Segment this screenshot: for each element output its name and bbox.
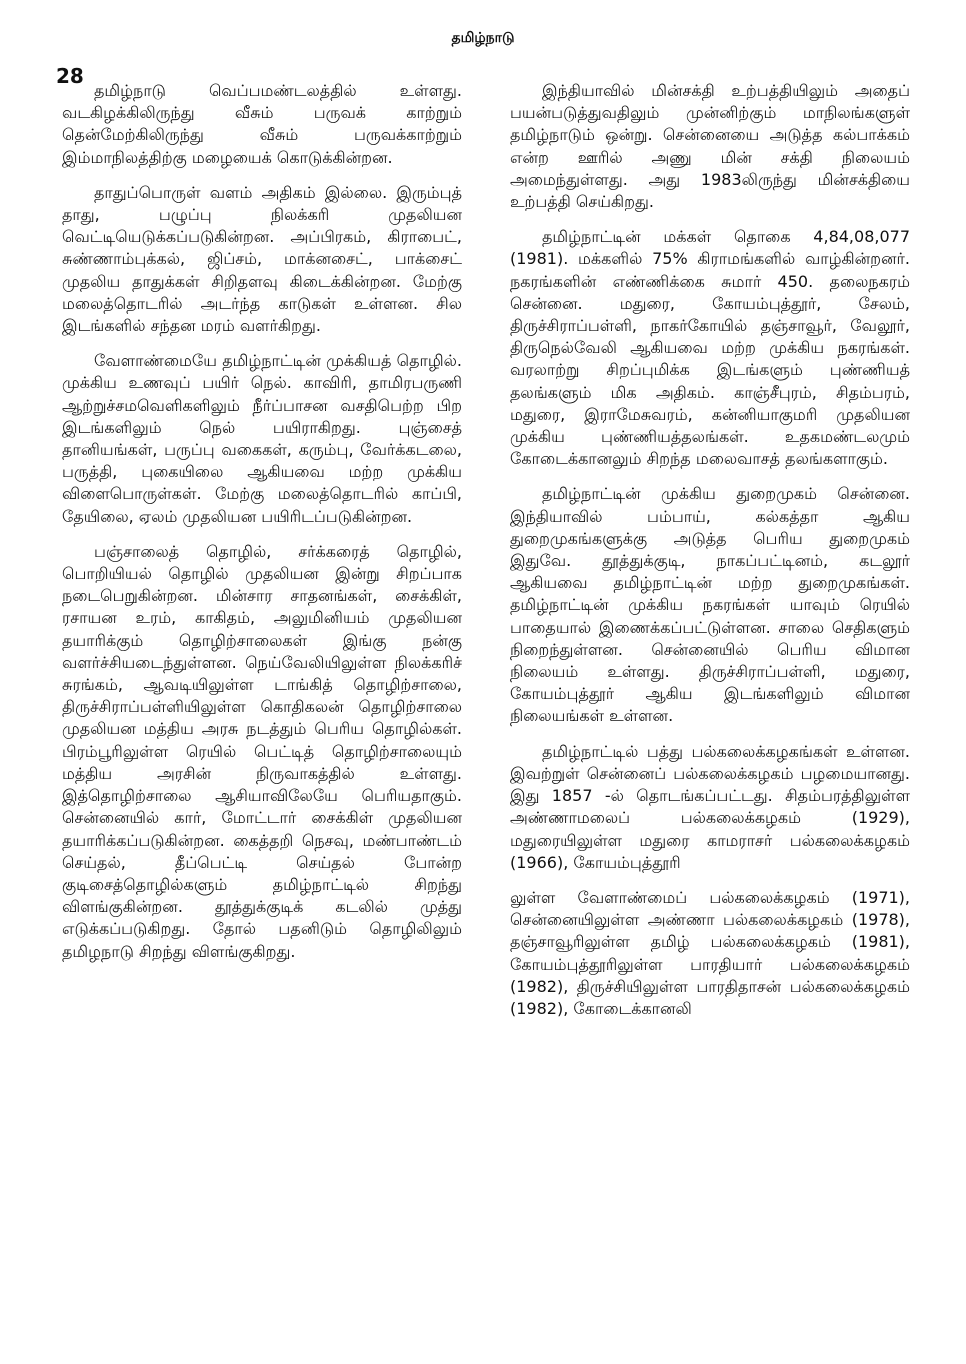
paragraph-universities: தமிழ்நாட்டில் பத்து பல்கலைக்கழகங்கள் உள்ளன. இவற்றுள் சென்னைப் பல்கலைக்கழகம் பழமையானது. இது 1857 -ல் தொடங்கப்பட்டது. சிதம்பரத்திலுள்ள அண்ணாமலைப் பல்கலைக்கழகம் (1929), மதுரையிலுள்ள மதுரை காமராசர் பல்கலைக்கழகம் (1966), கோயம்புத்தூரி xyxy=(510,741,910,872)
paragraph-industries: பஞ்சாலைத் தொழில், சர்க்கரைத் தொழில், பொறியியல் தொழில் முதலியன இன்று சிறப்பாக நடைபெறுகின்றன. மின்சார சாதனங்கள், சைக்கிள், ரசாயன உரம், காகிதம், அலுமினியம் முதலியன தயாரிக்கும் தொழிற்சாலைகள் இங்கு நன்கு வளர்ச்சியடைந்துள்ளன. நெய்வேலியிலுள்ள நிலக்கரிச் சுரங்கம், ஆவடியிலுள்ள டாங்கித் தொழிற்சாலை, திருச்சிராப்பள்ளியிலுள்ள கொதிகலன் தொழிற்சாலை முதலியன மத்திய அரசு நடத்தும் பெரிய தொழில்கள். பிரம்பூரிலுள்ள ரெயில் பெட்டித் தொழிற்சாலையும் மத்திய அரசின் நிருவாகத்தில் உள்ளது. இத்தொழிற்சாலை ஆசியாவிலேயே பெரியதாகும். சென்னையில் கார், மோட்டார் சைக்கிள் முதலியன தயாரிக்கப்படுகின்றன. கைத்தறி நெசவு, மண்பாண்டம் செய்தல், தீப்பெட்டி செய்தல் போன்ற குடிசைத்தொழில்களும் தமிழ்நாட்டில் சிறந்து விளங்குகின்றன. தூத்துக்குடிக் கடலில் முத்து எடுக்கப்படுகிறது. தோல் பதனிடும் தொழிலிலும் தமிழநாடு சிறந்து விளங்குகிறது. xyxy=(62,541,462,961)
paragraph-agriculture: வேளாண்மையே தமிழ்நாட்டின் முக்கியத் தொழில். முக்கிய உணவுப் பயிர் நெல். காவிரி, தாமிரபருணி ஆற்றுச்சமவெளிகளிலும் நீர்ப்பாசன வசதிபெற்ற பிற இடங்களிலும் நெல் பயிராகிறது. புஞ்சைத் தானியங்கள், பருப்பு வகைகள், கரும்பு, வேர்க்கடலை, பருத்தி, புகையிலை ஆகியவை மற்ற முக்கிய விளைபொருள்கள். மேற்கு மலைத்தொடரில் காப்பி, தேயிலை, ஏலம் முதலியன பயிரிடப்படுகின்றன. xyxy=(62,351,462,526)
paragraph-universities-continued: லுள்ள வேளாண்மைப் பல்கலைக்கழகம் (1971), சென்னையிலுள்ள அண்ணா பல்கலைக்கழகம் (1978), தஞ்சாவூரிலுள்ள தமிழ் பல்கலைக்கழகம் (1981), கோயம்புத்தூரிலுள்ள பாரதியார் பல்கலைக்கழகம் (1982), திருச்சியிலுள்ள பாரதிதாசன் பல்கலைக்கழகம் (1982), கோடைக்கானலி xyxy=(510,887,910,1018)
paragraph-climate: தமிழ்நாடு வெப்பமண்டலத்தில் உள்ளது. வடகிழக்கிலிருந்து வீசும் பருவக் காற்றும் தென்மேற்கிலிருந்து வீசும் பருவக்காற்றும் இம்மாநிலத்திற்கு மழையைக் கொடுக்கின்றன. xyxy=(62,81,462,167)
paragraph-electricity: இந்தியாவில் மின்சக்தி உற்பத்தியிலும் அதைப் பயன்படுத்துவதிலும் முன்னிற்கும் மாநிலங்களுள் தமிழ்நாடும் ஒன்று. சென்னையை அடுத்த கல்பாக்கம் என்ற ஊரில் அணு மின் சக்தி நிலையம் அமைந்துள்ளது. அது 1983லிருந்து மின்சக்தியை உற்பத்தி செய்கிறது. xyxy=(510,81,910,212)
left-column xyxy=(62,80,462,976)
page-number: 28 xyxy=(56,64,84,88)
paragraph-ports: தமிழ்நாட்டின் முக்கிய துறைமுகம் சென்னை. இந்தியாவில் பம்பாய், கல்கத்தா ஆகிய துறைமுகங்களுக்கு அடுத்த பெரிய துறைமுகம் இதுவே. தூத்துக்குடி, நாகப்பட்டினம், கடலூர் ஆகியவை தமிழ்நாட்டின் மற்ற துறைமுகங்கள். தமிழ்நாட்டின் முக்கிய நகரங்கள் யாவும் ரெயில் பாதையால் இணைக்கப்பட்டுள்ளன. சாலை செதிகளும் நிறைந்துள்ளன. சென்னையில் பெரிய விமான நிலையம் உள்ளது. திருச்சிராப்பள்ளி, மதுரை, கோயம்புத்தூர் ஆகிய இடங்களிலும் விமான நிலையங்கள் உள்ளன. xyxy=(510,484,910,726)
running-head: தமிழ்நாடு xyxy=(451,30,515,46)
paragraph-population: தமிழ்நாட்டின் மக்கள் தொகை 4,84,08,077 (1981). மக்களில் 75% கிராமங்களில் வாழ்கின்றனர். நகரங்களின் எண்ணிக்கை சுமார் 450. தலைநகரம் சென்னை. மதுரை, கோயம்புத்தூர், சேலம், திருச்சிராப்பள்ளி, நாகர்கோயில் தஞ்சாவூர், வேலூர், திருநெல்வேலி ஆகியவை மற்ற முக்கிய நகரங்கள். வரலாற்று சிறப்புமிக்க இடங்களும் புண்ணியத் தலங்களும் மிக அதிகம். காஞ்சீபுரம், சிதம்பரம், மதுரை, இராமேசுவரம், கன்னியாகுமரி முதலியன முக்கிய புண்ணியத்தலங்கள். உதகமண்டலமும் கோடைக்கானலும் சிறந்த மலைவாசத் தலங்களாகும். xyxy=(510,227,910,469)
paragraph-minerals: தாதுப்பொருள் வளம் அதிகம் இல்லை. இரும்புத் தாது, பழுப்பு நிலக்கரி முதலியன வெட்டியெடுக்கப்படுகின்றன. அப்பிரகம், கிராபைட், சுண்ணாம்புக்கல், ஜிப்சம், மாக்னசைட், பாக்சைட் முதலிய தாதுக்கள் சிறிதளவு கிடைக்கின்றன. மேற்கு மலைத்தொடரில் அடர்ந்த காடுகள் உள்ளன. சில இடங்களில் சந்தன மரம் வளர்கிறது. xyxy=(62,182,462,336)
right-column xyxy=(510,80,910,1033)
